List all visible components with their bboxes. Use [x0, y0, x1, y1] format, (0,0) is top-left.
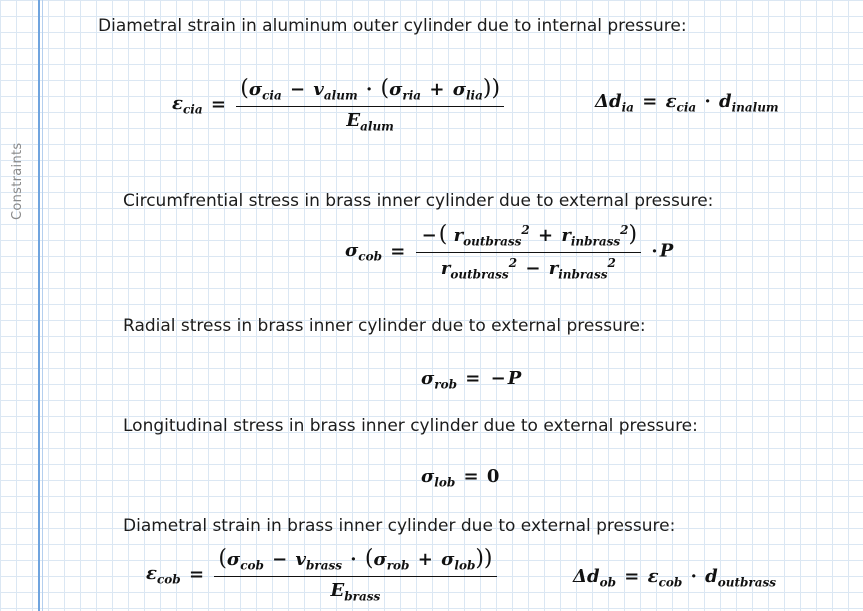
text-region-brass-strain[interactable]: Diametral strain in brass inner cylinder due to external pressure: — [123, 516, 676, 536]
text-region-longitudinal-stress[interactable]: Longitudinal stress in brass inner cylinder due to external pressure: — [123, 416, 698, 436]
text-region-aluminum-strain[interactable]: Diametral strain in aluminum outer cylinder due to internal pressure: — [98, 16, 687, 36]
text-region-radial-stress[interactable]: Radial stress in brass inner cylinder due to external pressure: — [123, 316, 646, 336]
equation-delta-d-ob[interactable]: $\Delta d_{ob} = \varepsilon_{cob} \cdot d_{outbrass}$ — [573, 566, 776, 590]
text-region-circumferential-stress[interactable]: Circumfrential stress in brass inner cylinder due to external pressure: — [123, 191, 714, 211]
constraints-label: Constraints — [10, 142, 25, 220]
constraints-rail[interactable] — [0, 0, 40, 611]
equation-sigma-cob[interactable]: $\sigma_{cob}$ = $\frac{-( r_{outbrass}^2 + r_{inbrass}^2)}{r_{outbrass}^2 - r_{inbrass}^2}$ · P — [345, 222, 674, 282]
equation-sigma-lob[interactable]: $\sigma_{lob} = 0$ — [421, 466, 500, 490]
equation-sigma-rob[interactable]: $\sigma_{rob}$ = − P — [421, 368, 522, 392]
equation-delta-d-ia[interactable]: $\Delta d_{ia} = \varepsilon_{cia} \cdot d_{inalum}$ — [595, 91, 779, 115]
equation-eps-cob[interactable]: $\varepsilon_{cob}$ = $(\sigma_{cob} - v_{brass} \cdot (\sigma_{rob} + \sigma_{lob}))$ $E_{brass}$ — [146, 546, 499, 603]
equation-eps-cia[interactable]: $\varepsilon_{cia}$ = $(\sigma_{cia} - v_{alum} \cdot (\sigma_{ria} + \sigma_{lia}))$ $E_{alum}$ — [172, 76, 506, 133]
region-divider — [38, 0, 40, 611]
region-divider-inner — [42, 0, 43, 611]
